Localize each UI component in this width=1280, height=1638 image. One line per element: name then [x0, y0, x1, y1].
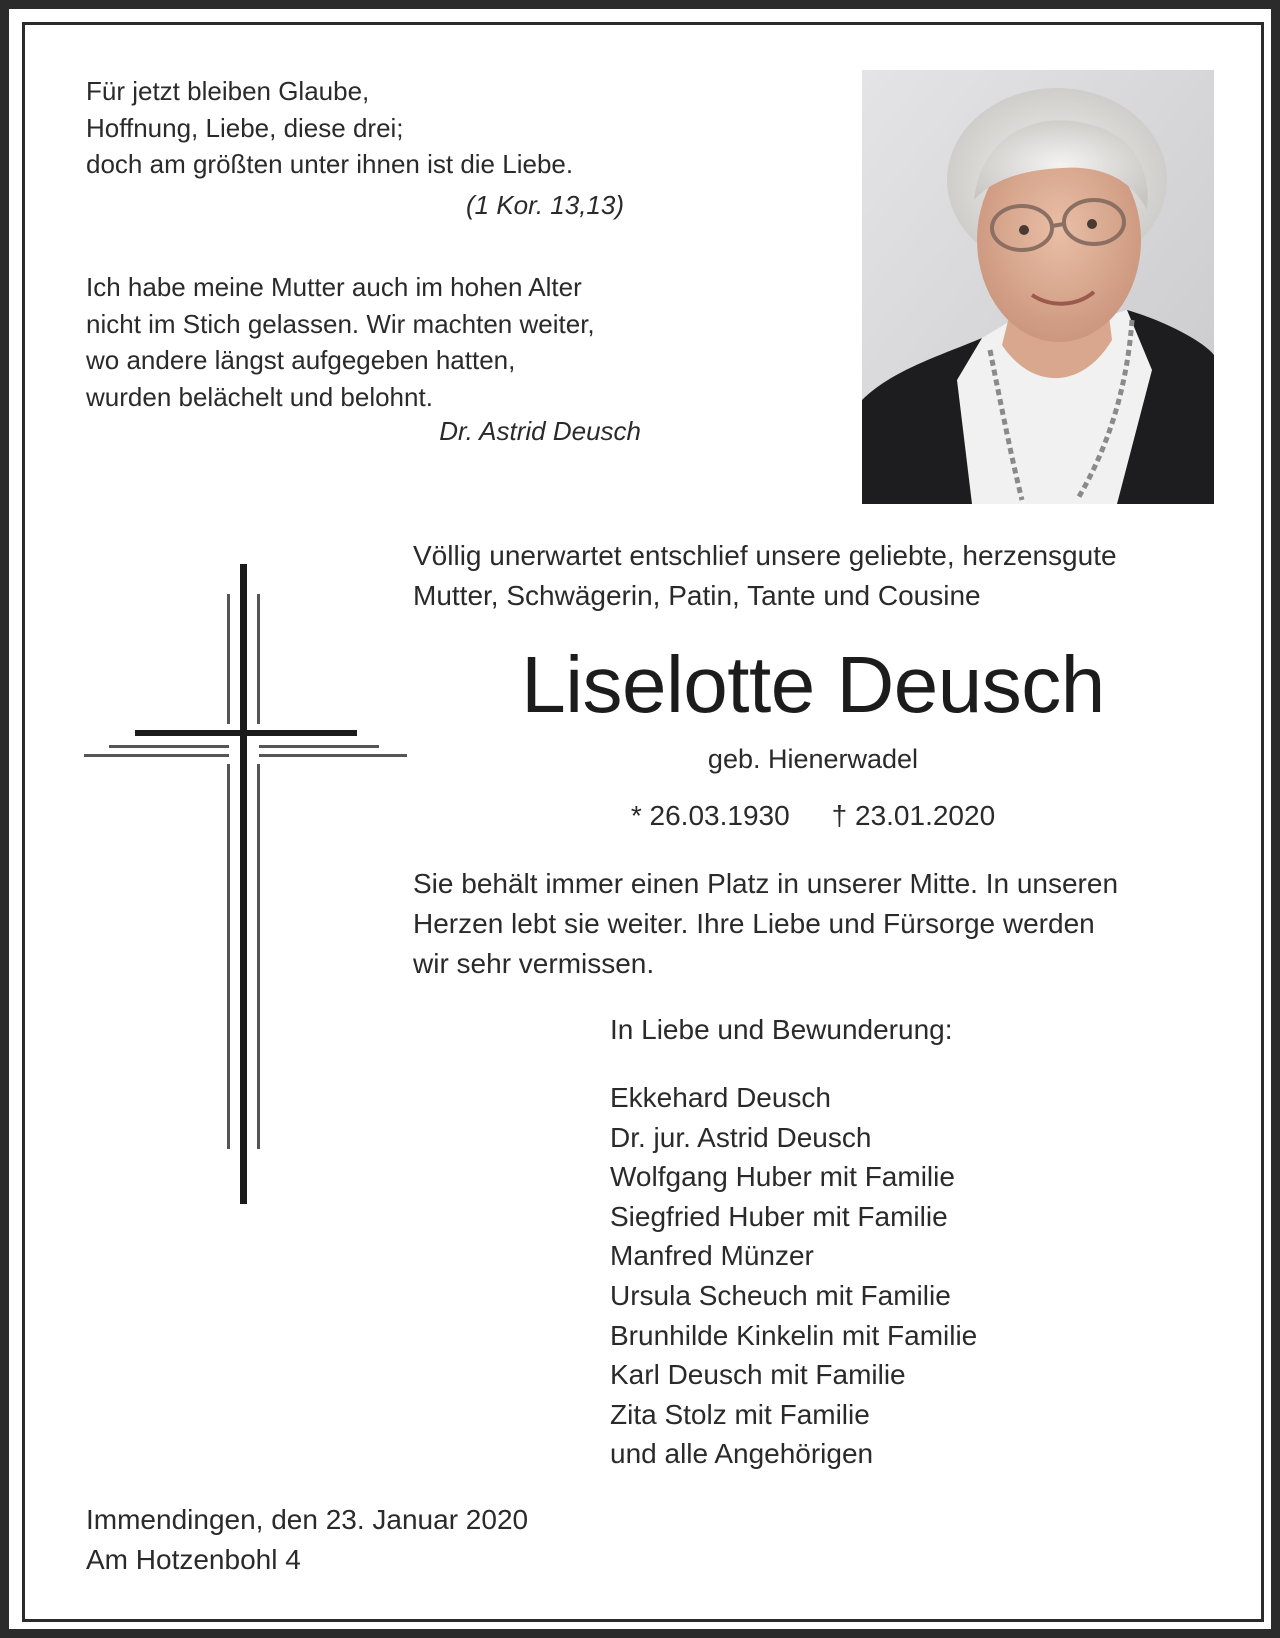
tribute-line: Herzen lebt sie weiter. Ihre Liebe und Fürsorge werden	[413, 908, 1095, 939]
tribute-line: wir sehr vermissen.	[413, 948, 655, 979]
birth-date: * 26.03.1930	[630, 800, 790, 831]
address: Am Hotzenbohl 4	[86, 1544, 301, 1575]
mourner: Karl Deusch mit Familie	[610, 1359, 906, 1391]
mourner: Ursula Scheuch mit Familie	[610, 1279, 951, 1311]
bible-quote-reference: (1 Kor. 13,13)	[465, 190, 624, 220]
intro-text	[413, 536, 1117, 616]
mourner: Manfred Münzer	[610, 1240, 814, 1272]
personal-quote-line: Ich habe meine Mutter auch im hohen Alter	[86, 272, 582, 302]
cross-icon	[69, 554, 414, 1204]
tribute-text	[413, 864, 1118, 984]
mourner: Zita Stolz mit Familie	[610, 1398, 870, 1430]
bible-quote-line: Für jetzt bleiben Glaube,	[86, 76, 370, 106]
personal-quote-line: wo andere längst aufgegeben hatten,	[86, 345, 516, 375]
mourners-list	[610, 1078, 977, 1474]
tribute-line: Sie behält immer einen Platz in unserer Mitte. In unseren	[413, 868, 1119, 899]
mourner: Dr. jur. Astrid Deusch	[610, 1121, 872, 1153]
portrait-illustration	[862, 70, 1214, 504]
bible-quote	[86, 73, 573, 183]
bible-quote-line: Hoffnung, Liebe, diese drei;	[86, 112, 404, 143]
mourner: Siegfried Huber mit Familie	[610, 1200, 948, 1232]
intro-line: Völlig unerwartet entschlief unsere geliebte, herzensgute	[413, 540, 1117, 571]
personal-quote-line: wurden belächelt und belohnt.	[86, 381, 433, 412]
death-date: † 23.01.2020	[831, 800, 996, 831]
portrait-photo	[862, 70, 1214, 504]
mourner: Brunhilde Kinkelin mit Familie	[610, 1319, 978, 1351]
life-dates	[413, 798, 1213, 834]
mourner: und alle Angehörigen	[610, 1438, 874, 1470]
personal-quote-author: Dr. Astrid Deusch	[439, 416, 641, 446]
mourner: Ekkehard Deusch	[610, 1082, 832, 1113]
closing-phrase: In Liebe und Bewunderung:	[610, 1014, 953, 1045]
mourner: Wolfgang Huber mit Familie	[610, 1161, 955, 1193]
personal-quote-line: nicht im Stich gelassen. Wir machten weiter,	[86, 308, 595, 339]
place-and-date: Immendingen, den 23. Januar 2020	[86, 1504, 529, 1535]
intro-line: Mutter, Schwägerin, Patin, Tante und Cousine	[413, 580, 981, 611]
bible-quote-line: doch am größten unter ihnen ist die Liebe.	[86, 149, 574, 179]
maiden-name: geb. Hienerwadel	[707, 744, 919, 774]
deceased-name: Liselotte Deusch	[521, 640, 1105, 729]
personal-quote	[86, 269, 595, 415]
